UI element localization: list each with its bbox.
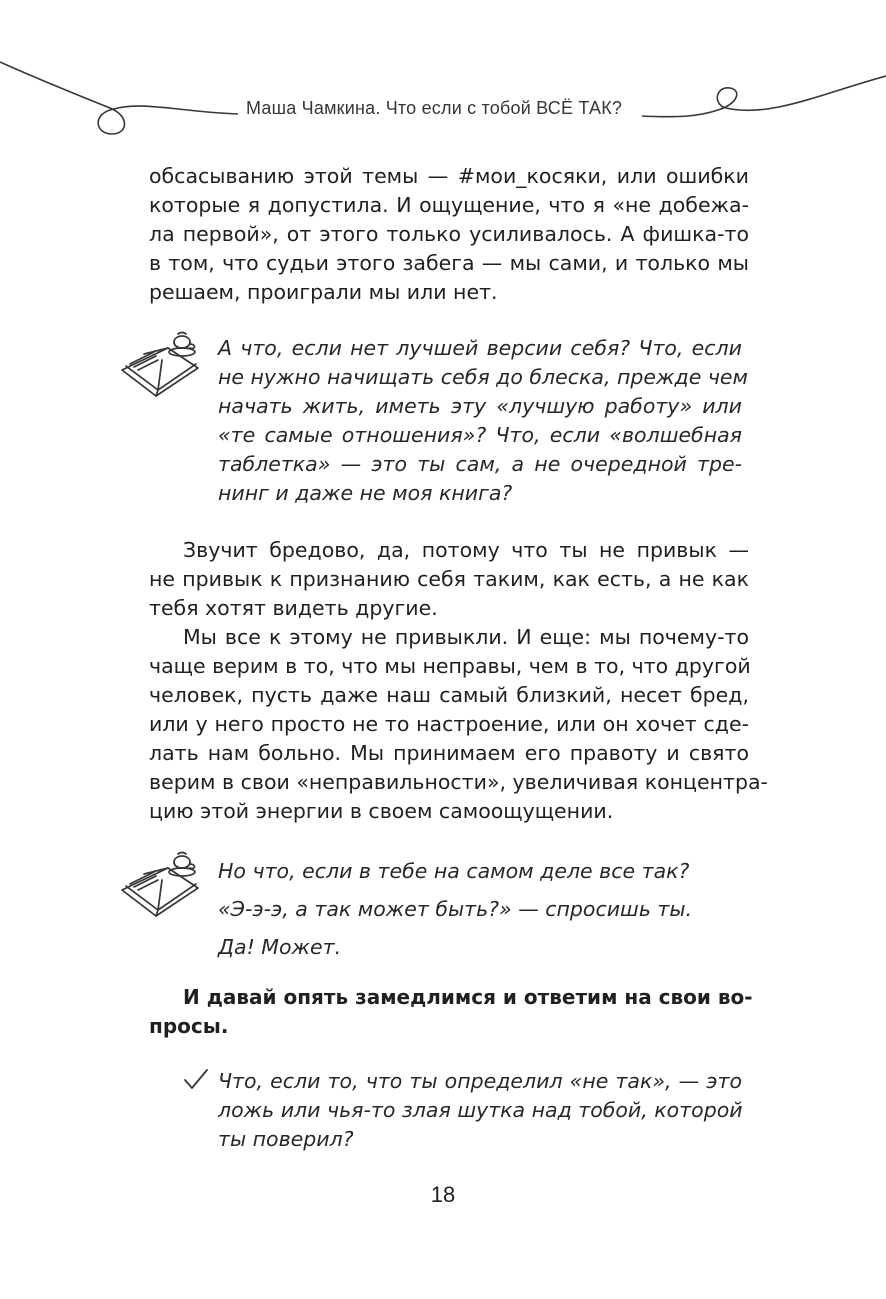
paragraph: [149, 162, 749, 307]
text-line: И давай опять замедлимся и ответим на свои во-: [183, 985, 753, 1009]
checklist-item: [218, 1067, 742, 1154]
text-line: Звучит бредово, да, потому что ты не привык —: [183, 538, 749, 562]
text-line: Но что, если в тебе на самом деле все так?: [218, 859, 690, 883]
text-line: ла первой», от этого только усиливалось. А фишка-то: [149, 222, 749, 246]
text-line: Что, если то, что ты определил «не так», — это: [218, 1069, 742, 1093]
italic-quote: [218, 334, 749, 508]
text-line: в том, что судьи этого забега — мы сами, и только мы: [149, 251, 749, 275]
checkmark-icon: [183, 1068, 209, 1092]
text-line: Да! Может.: [218, 935, 342, 959]
text-line: которые я допустила. И ощущение, что я «не добежа-: [149, 193, 749, 217]
text-line: начать жить, иметь эту «лучшую работу» или: [218, 394, 742, 418]
text-line: тебя хотят видеть другие.: [149, 596, 438, 620]
text-line: нинг и даже не моя книга?: [218, 481, 513, 505]
text-line: «Э-э-э, а так может быть?» — спросишь ты.: [218, 897, 693, 921]
text-line: не нужно начищать себя до блеска, прежде чем: [218, 365, 749, 389]
header-ornament: [0, 0, 886, 160]
text-line: А что, если нет лучшей версии себя? Что, если: [218, 336, 742, 360]
text-line: или у него просто не то настроение, или он хочет сде-: [149, 712, 749, 736]
text-line: цию этой энергии в своем самоощущении.: [149, 799, 614, 823]
text-line: не привык к признанию себя таким, как есть, а не как: [149, 567, 749, 591]
paragraph: [149, 536, 749, 623]
text-line: чаще верим в то, что мы неправы, чем в то, что другой: [149, 654, 751, 678]
bold-paragraph: [149, 983, 753, 1041]
text-line: решаем, проиграли мы или нет.: [149, 280, 498, 304]
paragraph: [149, 623, 768, 826]
italic-quote: [218, 852, 742, 966]
running-head: Маша Чамкина. Что если с тобой ВСЁ ТАК?: [246, 98, 623, 118]
text-line: лать нам больно. Мы принимаем его правоту и свято: [149, 741, 749, 765]
text-line: таблетка» — это ты сам, а не очередной тре-: [218, 452, 742, 476]
text-line: Мы все к этому не привыкли. И еще: мы почему-то: [183, 625, 749, 649]
text-line: обсасыванию этой темы — #мои_косяки, или ошибки: [149, 164, 749, 188]
text-line: «те самые отношения»? Что, если «волшебная: [218, 423, 742, 447]
book-with-teacup-icon: [118, 330, 210, 400]
text-line: верим в свои «неправильности», увеличивая концентра-: [149, 770, 768, 794]
text-line: ложь или чья-то злая шутка над тобой, которой: [218, 1098, 743, 1122]
text-line: ты поверил?: [218, 1127, 354, 1151]
text-line: человек, пусть даже наш самый близкий, несет бред,: [149, 683, 749, 707]
page-number: 18: [430, 1182, 456, 1207]
book-with-teacup-icon: [118, 850, 210, 920]
text-line: просы.: [149, 1014, 229, 1038]
